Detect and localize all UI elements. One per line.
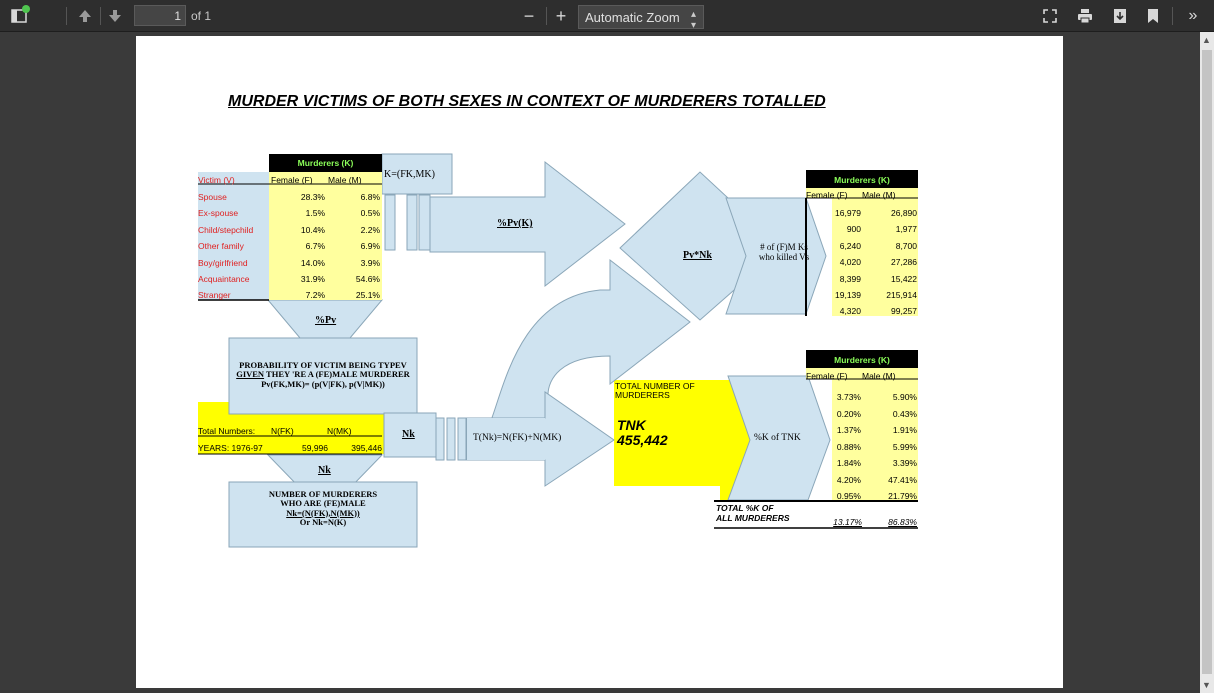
tnk-value-block [617,418,668,449]
connector-bar [407,195,417,250]
row-label: Acquaintance [198,274,250,284]
tnk-caption-line-1: TOTAL NUMBER OF [615,381,695,391]
tnk-formula: T(Nk)=N(FK)+N(MK) [473,433,562,443]
row-label: Boy/girlfriend [198,257,248,268]
cell-male: 6.8% [360,192,380,202]
fk-total: 59,996 [302,443,328,453]
cell-male: 26,890 [891,208,917,218]
connector-bar [419,195,430,250]
murderers-line-4: Or Nk=N(K) [299,517,347,528]
cell-male: 6.9% [360,241,380,252]
cell-male: 47.41% [888,474,917,485]
connector-bar [436,418,444,460]
row-label: Ex-spouse [198,208,239,219]
cell-male: 99,257 [891,306,917,317]
fm-ks-text [748,243,820,263]
select-arrows-icon: ▴ ▾ [690,9,696,31]
zoom-out-button[interactable]: − [523,5,535,26]
total-pct-female: 13.17% [833,517,862,527]
tnk-caption [615,382,695,401]
pvk-arrow-label: %Pv(K) [497,218,533,229]
left-table-header: Murderers (K) [269,158,382,168]
zoom-value: Automatic Zoom [585,9,680,25]
cell-female: 10.4% [300,224,325,235]
victim-label: Victim (V) [198,175,235,185]
cell-female: 900 [846,224,861,235]
cell-male: 5.99% [892,441,917,452]
probability-line-1: PROBABILITY OF VICTIM BEING TYPEV [239,360,407,370]
row-label: Spouse [198,192,227,202]
right-top-col-female: Female (F) [806,190,848,200]
tnk-value: 455,442 [617,432,668,449]
cell-female: 16,979 [835,208,861,218]
cell-male: 0.43% [892,408,917,419]
murderers-line-1: NUMBER OF MURDERERS [268,489,378,499]
nk-box-label: Nk [402,429,415,440]
total-pct-line-2: ALL MURDERERS [716,512,790,523]
mk-total: 395,446 [351,443,382,453]
page-count: of 1 [191,9,212,23]
cell-female: 14.0% [300,257,325,268]
cell-female: 1.5% [305,208,325,219]
col-female: Female (F) [271,175,313,185]
nfk-label: N(FK) [271,426,294,436]
right-top-col-male: Male (M) [862,190,896,200]
probability-text [229,361,417,389]
total-pct-line-1: TOTAL %K OF [716,503,774,513]
given-rest: THEY 'RE A (FE)MALE MURDERER [264,369,410,380]
col-male: Male (M) [328,175,362,185]
cell-female: 4,320 [839,306,861,317]
nk-funnel-label: Nk [318,465,331,476]
cell-female: 4.20% [836,474,861,485]
cell-male: 25.1% [355,290,380,301]
connector-bar [385,195,395,250]
cell-female: 0.88% [836,441,861,452]
total-pct-label [716,504,790,524]
connector-bar [458,418,466,460]
cell-male: 3.39% [892,458,917,468]
cell-male: 5.90% [892,392,917,402]
zoom-in-button[interactable]: + [555,5,567,26]
cell-male: 1.91% [892,425,917,435]
tools-expand-icon[interactable]: » [1188,7,1198,24]
cell-female: 28.3% [300,192,325,202]
cell-female: 0.20% [836,408,861,419]
scroll-down-icon[interactable]: ▼ [1202,680,1211,690]
cell-male: 27,286 [891,257,917,268]
tnk-caption-line-2: MURDERERS [615,390,670,401]
cell-female: 4,020 [839,257,861,268]
given-word: GIVEN [236,369,265,380]
row-label: Child/stepchild [198,224,254,235]
cell-male: 0.5% [360,208,380,219]
cell-female: 6.7% [305,241,325,252]
murderers-line-3: Nk=(N(FK),N(MK)) [286,507,360,518]
cell-female: 19,139 [835,290,861,300]
cell-male: 215,914 [886,290,917,300]
cell-female: 3.73% [836,392,861,402]
murderers-line-2: WHO ARE (FE)MALE [280,498,366,509]
cell-male: 1,977 [895,224,917,235]
right-bottom-col-female: Female (F) [806,371,848,381]
cell-female: 7.2% [305,290,325,301]
cell-female: 1.37% [836,425,861,435]
pvnk-label: Pv*Nk [683,250,712,261]
cell-male: 8,700 [895,240,917,251]
cell-female: 31.9% [300,274,325,284]
murderers-count-text [229,490,417,527]
pct-k-label: %K of TNK [754,433,801,443]
fm-ks-line-1: # of (F)M Ks [760,242,808,252]
connector-bar [447,418,455,460]
right-top-header: Murderers (K) [806,175,918,185]
right-bottom-header: Murderers (K) [806,355,918,365]
document-title: MURDER VICTIMS OF BOTH SEXES IN CONTEXT OF MURDERERS TOTALLED [228,93,826,110]
total-numbers-label: Total Numbers: [198,426,256,436]
scroll-up-icon[interactable]: ▲ [1202,35,1211,45]
row-label: Stranger [198,290,231,301]
cell-male: 21.79% [888,491,917,501]
probability-line-3: Pv(FK,MK)= (p(V|FK), p(V|MK)) [261,378,385,389]
cell-male: 3.9% [360,257,380,268]
cell-male: 15,422 [891,273,917,284]
tnk-name: TNK [617,417,646,433]
cell-female: 1.84% [836,458,861,468]
cell-female: 0.95% [836,491,861,501]
row-label: Other family [198,241,244,252]
k-box-label: K=(FK,MK) [384,169,435,180]
pv-funnel-label: %Pv [315,315,337,326]
years-label: YEARS: 1976-97 [198,443,263,453]
cell-female: 8,399 [839,273,861,284]
cell-male: 54.6% [355,274,380,284]
total-pct-male: 86.83% [888,517,917,527]
cell-female: 6,240 [839,240,861,251]
nmk-label: N(MK) [327,426,352,436]
right-bottom-col-male: Male (M) [862,371,896,381]
fm-ks-line-2: who killed Vs [758,251,810,262]
cell-male: 2.2% [360,224,380,235]
